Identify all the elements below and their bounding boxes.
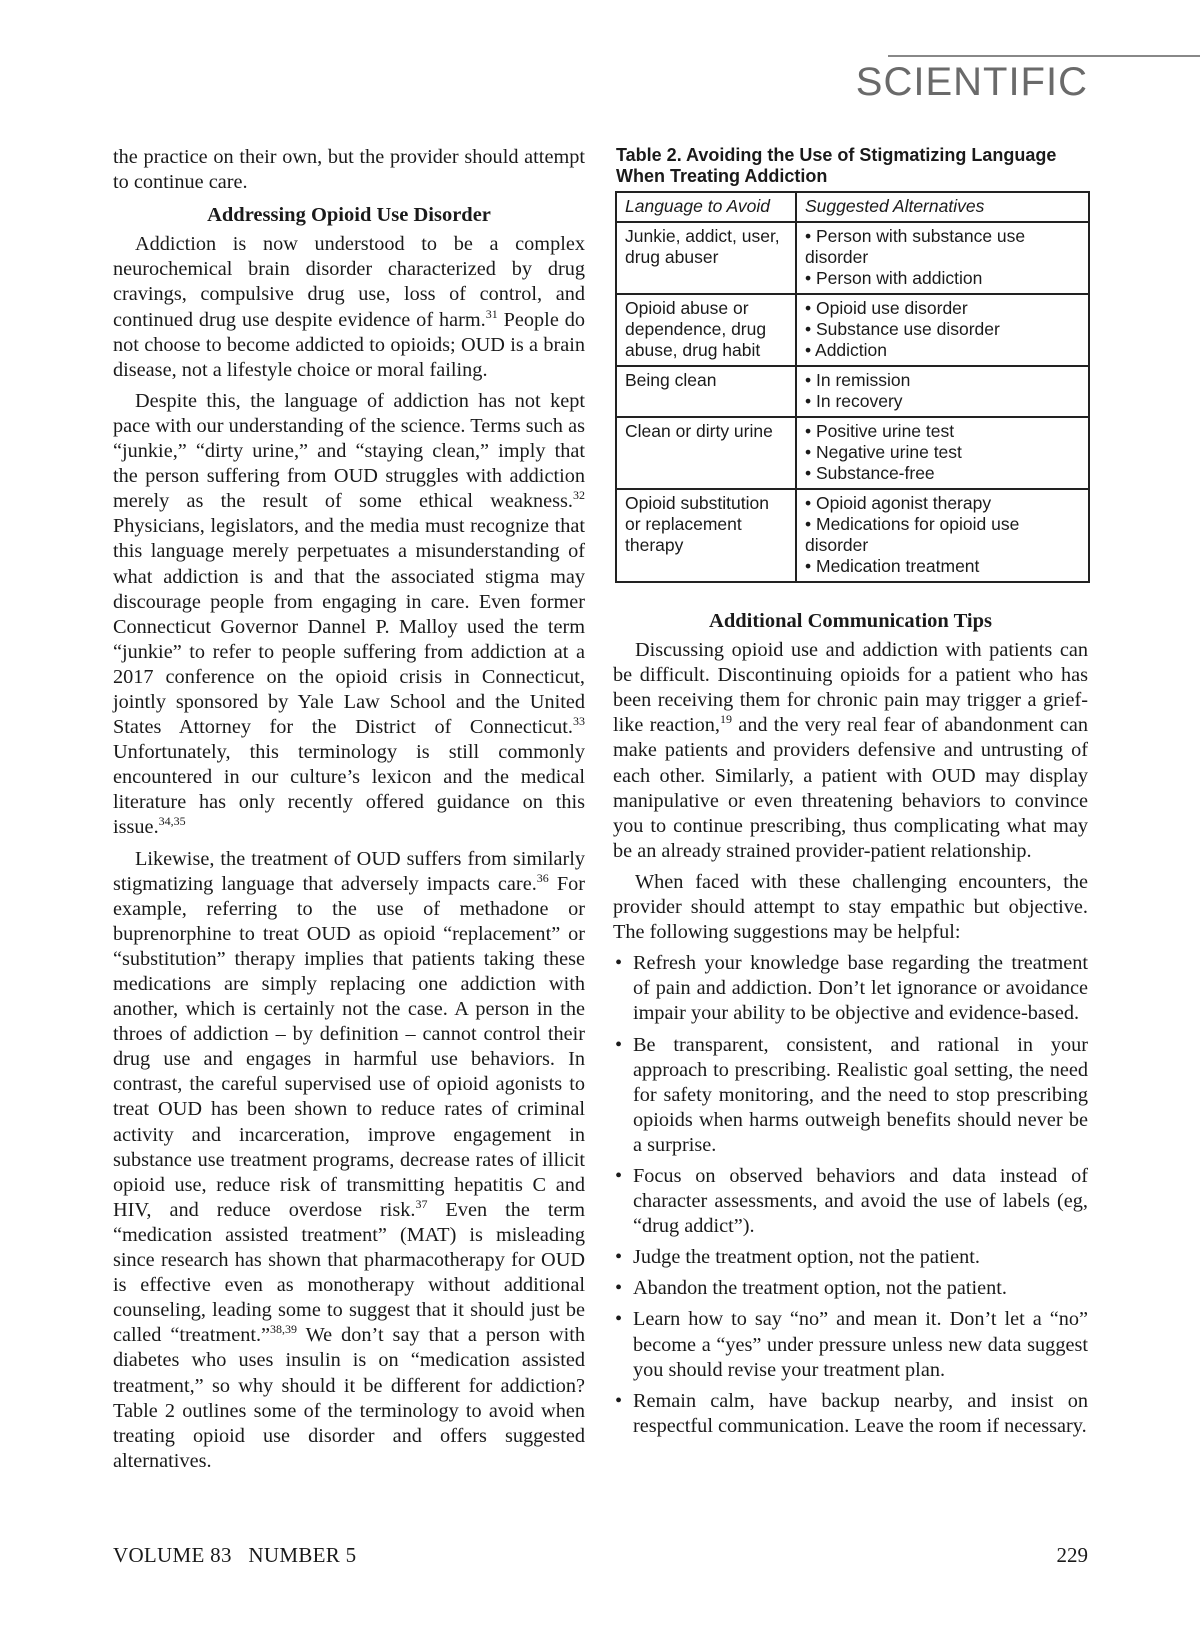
text: and the very real fear of abandonment can make patients and providers defensive and untrusting of each other. Similarly, a patient with OUD may display manipulative or even threatening behaviors to convince you to continue prescribing, thus complicating what may be an already strained provider-patient relationship. (613, 714, 1088, 862)
citation: 31 (485, 306, 498, 321)
table-cell-avoid: Junkie, addict, user, drug abuser (616, 222, 796, 294)
citation: 32 (573, 488, 585, 503)
alternative-item: • Opioid use disorder (805, 298, 968, 318)
alternative-item: • Medications for opioid use disorder (805, 514, 1020, 555)
heading-addressing-oud: Addressing Opioid Use Disorder (207, 204, 491, 227)
stigmatizing-language-table (615, 191, 1090, 583)
paragraph-addiction-definition (113, 232, 585, 383)
table-caption: Table 2. Avoiding the Use of Stigmatizing Language When Treating Addiction (616, 145, 1057, 186)
page-number: 229 (1056, 1543, 1088, 1567)
column-header: Language to Avoid (616, 192, 796, 222)
alternative-item: • Substance use disorder (805, 319, 1000, 339)
table-cell-avoid: Clean or dirty urine (616, 417, 796, 489)
list-item: • Refresh your knowledge base regarding the treatment of pain and addiction. Don’t let ignorance or avoidance impair your ability to be objective and evidence-based. (613, 951, 1088, 1026)
paragraph-language (113, 389, 585, 841)
citation: 38,39 (270, 1322, 298, 1337)
table-cell-alternatives (796, 417, 1089, 489)
alternative-item: • In remission (805, 370, 911, 390)
text: For example, referring to the use of methadone or buprenorphine to treat OUD as opioid “replacement” or “substitution” therapy implies that patients taking these medications are simply replacing one addiction with another, which is certainly not the case. A person in the throes of addiction – by definition – cannot control their drug use and engages in harmful use behaviors. In contrast, the careful supervised use of opioid agonists to treat OUD has been shown to reduce rates of criminal activity and incarceration, improve engagement in substance use treatment programs, decrease rates of illicit opioid use, reduce risk of transmitting hepatitis C and HIV, and reduce overdose risk. (113, 872, 585, 1221)
table-row (616, 417, 1089, 489)
paragraph-discussing-opioids (613, 638, 1088, 864)
footer-volume: VOLUME 83 NUMBER 5 (113, 1543, 357, 1567)
text: We don’t say that a person with diabetes who uses insulin is on “medication assisted treatment,” so why should it be different for addiction? Table 2 outlines some of the terminology to avoid when treating opioid use disorder and offers suggested alternatives. (113, 1324, 586, 1472)
alternative-item: • Positive urine test (805, 421, 955, 441)
table-row (616, 294, 1089, 366)
citation: 34,35 (158, 814, 186, 829)
text: Physicians, legislators, and the media must recognize that this language merely perpetuates a misunderstanding of what addiction is and that the associated stigma may discourage people from engaging in care. Even former Connecticut Governor Dannel P. Malloy used the term “junkie” to refer to people suffering from addiction at a 2017 conference on the opioid crisis in Connecticut, jointly sponsored by Yale Law School and the United States Attorney for the District of Connecticut. (113, 515, 585, 739)
list-item: • Learn how to say “no” and mean it. Don’t let a “no” become a “yes” under pressure unless new data suggest you should revise your treatment plan. (613, 1307, 1088, 1382)
table-cell-avoid: Being clean (616, 366, 796, 417)
table-cell-avoid: Opioid substitution or replacement therapy (616, 489, 796, 582)
table-cell-alternatives (796, 222, 1089, 294)
header-rule (888, 55, 1200, 57)
table-cell-alternatives (796, 366, 1089, 417)
paragraph-challenging-encounters: When faced with these challenging encounters, the provider should attempt to stay empathic but objective. The following suggestions may be helpful: (613, 870, 1088, 944)
list-item: • Abandon the treatment option, not the patient. (613, 1276, 1088, 1301)
citation: 19 (720, 712, 733, 727)
alternative-item: • Medication treatment (805, 556, 980, 576)
text: Discussing opioid use and addiction with patients can be difficult. Discontinuing opioids for a patient who has been receiving them for chronic pain may trigger a grief-like reaction, (613, 639, 1088, 737)
list-item: • Focus on observed behaviors and data instead of character assessments, and avoid the use of labels (eg, “drug addict”). (613, 1164, 1088, 1239)
text: Unfortunately, this terminology is still commonly encountered in our culture’s lexicon and the medical literature has only recently offered guidance on this issue. (113, 741, 585, 839)
suggestions-list (613, 951, 1088, 1439)
section-tag: SCIENTIFIC (855, 60, 1088, 104)
list-item: • Be transparent, consistent, and rational in your approach to prescribing. Realistic goal setting, the need for safety monitoring, and the need to stop prescribing opioids when harms outweigh benefits should never be a surprise. (613, 1033, 1088, 1158)
list-item: • Remain calm, have backup nearby, and insist on respectful communication. Leave the room if necessary. (613, 1389, 1088, 1439)
left-column (113, 145, 585, 1480)
citation: 36 (536, 870, 549, 885)
text: Likewise, the treatment of OUD suffers from similarly stigmatizing language that adversely impacts care. (113, 847, 585, 895)
alternative-item: • Person with substance use disorder (805, 226, 1026, 267)
table-row (616, 489, 1089, 582)
table-cell-alternatives (796, 294, 1089, 366)
alternative-item: • Person with addiction (805, 268, 983, 288)
citation: 37 (415, 1197, 428, 1212)
alternative-item: • Addiction (805, 340, 888, 360)
table-cell-alternatives (796, 489, 1089, 582)
table-row (616, 222, 1089, 294)
text: Despite this, the language of addiction has not kept pace with our understanding of the science. Terms such as “junkie,” “dirty urine,” and “staying clean,” imply that the person suffering from OUD struggles with addiction merely as the result of some ethical weakness. (113, 389, 585, 513)
right-column (613, 145, 1088, 1445)
text: People do not choose to become addicted to opioids; OUD is a brain disease, not a lifestyle choice or moral failing. (113, 308, 585, 381)
table-header-row (616, 192, 1089, 222)
alternative-item: • In recovery (805, 391, 903, 411)
alternative-item: • Negative urine test (805, 442, 962, 462)
text: Even the term “medication assisted treatment” (MAT) is misleading since research has shown that pharmacotherapy for OUD is effective even as monotherapy without additional counseling, leading some to suggest that it should just be called “treatment.” (113, 1198, 586, 1347)
column-header: Suggested Alternatives (796, 192, 1089, 222)
alternative-item: • Substance-free (805, 463, 935, 483)
alternative-item: • Opioid agonist therapy (805, 493, 992, 513)
table-row (616, 366, 1089, 417)
heading-communication-tips: Additional Communication Tips (709, 610, 992, 632)
paragraph-continued: the practice on their own, but the provider should attempt to continue care. (113, 146, 585, 194)
table-cell-avoid: Opioid abuse or dependence, drug abuse, drug habit (616, 294, 796, 366)
citation: 33 (573, 714, 585, 729)
list-item: • Judge the treatment option, not the patient. (613, 1245, 1088, 1270)
paragraph-treatment-stigma (113, 847, 585, 1474)
text: Addiction is now understood to be a complex neurochemical brain disorder characterized by drug cravings, compulsive drug use, loss of control, and continued drug use despite evidence of harm. (113, 233, 585, 331)
